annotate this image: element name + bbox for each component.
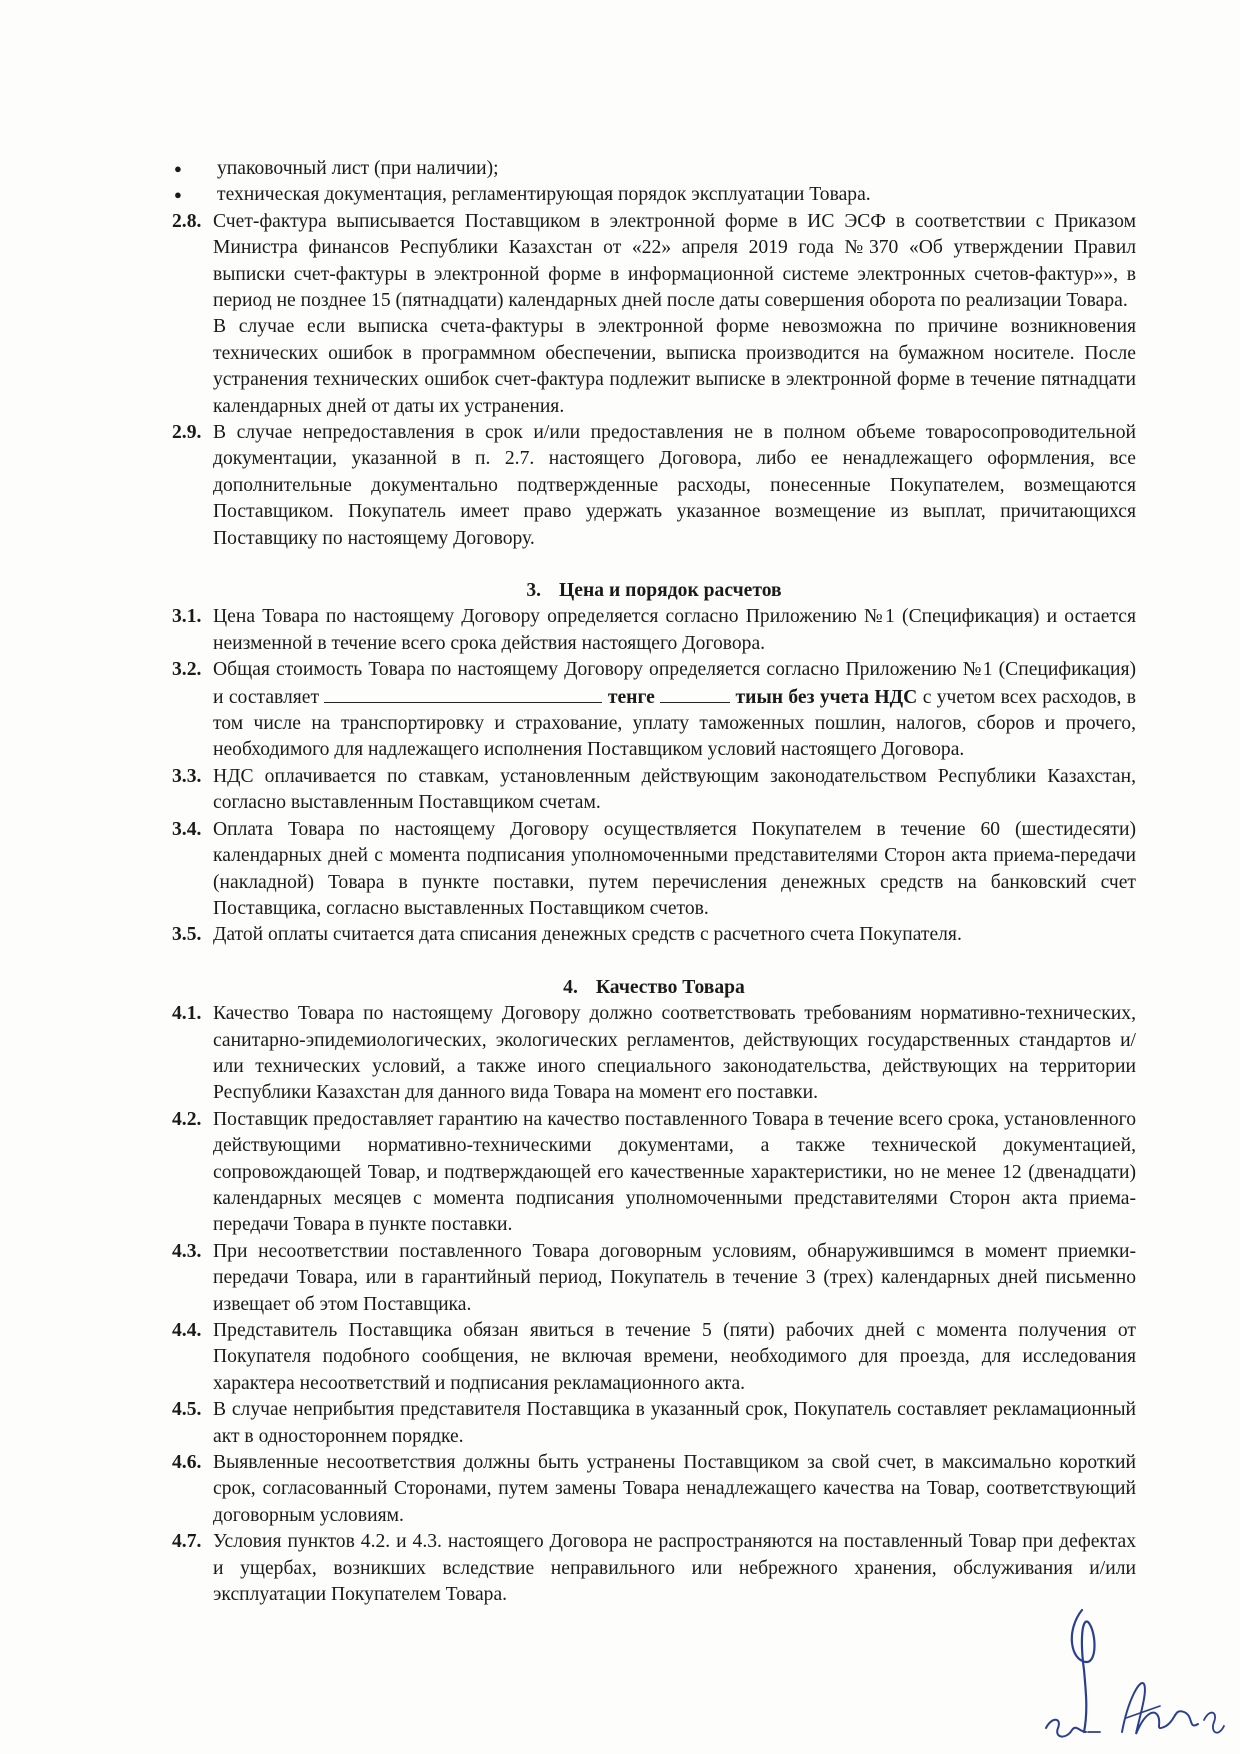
clause-text: с учетом всех расходов, в том числе на транспортировку и страхование, уплату таможенных пошлин, налогов, сборов и прочего, необходимого для надлежащего исполнения Поставщиком условий настоящего Договора. (213, 686, 1137, 761)
bullet-dot: ● (174, 187, 182, 203)
clause-4-2 (172, 1107, 1136, 1239)
bullet-text: упаковочный лист (при наличии); (217, 158, 499, 179)
section-number: 3. (526, 580, 542, 602)
clause-paragraph: В случае если выписка счета-фактуры в электронной форме невозможна по причине возникновения технических ошибок в программном обеспечении, выписка производится на бумажном носителе. После устранения технических ошибок счет-фактура подлежит выписке в электронной форме в течение пятнадцати календарных дней от даты их устранения. (213, 316, 1136, 417)
clause-number: 4.2. (172, 1108, 202, 1130)
clause-4-5 (172, 1397, 1136, 1450)
currency-tenge: тенге (607, 686, 655, 708)
clause-paragraph: В случае неприбытия представителя Поставщика в указанный срок, Покупатель составляет рекламационный акт в одностороннем порядке. (213, 1399, 1136, 1447)
clause-number: 3.2. (172, 659, 202, 681)
clause-4-4 (172, 1318, 1136, 1397)
clause-number: 4.1. (172, 1003, 202, 1025)
clause-number: 3.1. (172, 606, 202, 628)
bullet-text: техническая документация, регламентирующая порядок эксплуатации Товара. (217, 184, 871, 206)
signature-right (1114, 1660, 1234, 1750)
clause-4-6 (172, 1450, 1136, 1529)
clause-2-8 (172, 209, 1136, 420)
clause-paragraph: В случае непредоставления в срок и/или предоставления не в полном объеме товаросопроводительной документации, указанной в п. 2.7. настоящего Договора, либо ее ненадлежащего оформления, все дополнительные документально подтвержденные расходы, понесенные Покупателем, возмещаются Поставщиком. Покупатель имеет право удержать указанное возмещение из выплат, причитающихся Поставщику по настоящему Договору. (213, 422, 1136, 549)
clause-4-1 (172, 1001, 1136, 1107)
clause-number: 2.8. (172, 210, 202, 232)
clause-paragraph: При несоответствии поставленного Товара договорным условиям, обнаружившимся в момент приемки-передачи Товара, или в гарантийный период, Покупатель в течение 3 (трех) календарных дней письменно извещает об этом Поставщика. (213, 1240, 1136, 1315)
document-body (172, 156, 1136, 1608)
clause-number: 4.5. (172, 1399, 202, 1421)
clause-paragraph: Цена Товара по настоящему Договору определяется согласно Приложению №1 (Спецификация) и остается неизменной в течение всего срока действия настоящего Договора. (213, 606, 1136, 654)
section-number: 4. (563, 976, 578, 998)
tiyn-label: тиын без учета НДС (735, 686, 918, 708)
clause-number: 4.4. (172, 1320, 202, 1341)
section-title: Цена и порядок расчетов (559, 580, 782, 602)
clause-paragraph: Поставщик предоставляет гарантию на качество поставленного Товара в течение всего срока, установленного действующими нормативно-техническими документами, а также технической документацией, сопровождающей Товар, и подтверждающей его качественные характеристики, но не менее 12 (двенадцати) календарных месяцев с момента подписания уполномоченными представителями Сторон акта приема-передачи Товара в пункте поставки. (213, 1108, 1136, 1236)
clause-number: 4.6. (172, 1452, 202, 1474)
clause-paragraph: Оплата Товара по настоящему Договору осуществляется Покупателем в течение 60 (шестидесяти) календарных дней с момента подписания уполномоченными представителями Сторон акта приема-передачи (накладной) Товара в пункте поставки, путем перечисления денежных средств на банковский счет Поставщика, согласно выставленных Поставщиком счетов. (213, 818, 1136, 919)
clause-4-7 (172, 1529, 1136, 1608)
clause-3-4 (172, 817, 1136, 923)
clause-3-2 (172, 657, 1136, 764)
section-heading-4 (172, 975, 1136, 1001)
clause-paragraph: Условия пунктов 4.2. и 4.3. настоящего Договора не распространяются на поставленный Товар при дефектах и ущербах, возникших вследствие неправильного или небрежного хранения, обслуживания и/или эксплуатации Покупателем Товара. (213, 1531, 1136, 1606)
clause-3-5 (172, 922, 1136, 948)
clause-number: 4.3. (172, 1240, 202, 1262)
clause-3-3 (172, 764, 1136, 817)
clause-paragraph: Датой оплаты считается дата списания денежных средств с расчетного счета Покупателя. (213, 924, 962, 946)
clause-paragraph: НДС оплачивается по ставкам, установленным действующим законодательством Республики Казахстан, согласно выставленным Поставщиком счетам. (213, 765, 1136, 814)
clause-number: 3.3. (172, 765, 202, 787)
section-title: Качество Товара (595, 976, 745, 998)
bullet-item (172, 182, 1136, 208)
clause-number: 3.5. (172, 924, 202, 946)
clause-paragraph (213, 657, 1136, 764)
clause-4-3 (172, 1239, 1136, 1318)
clause-number: 4.7. (172, 1531, 202, 1553)
bullet-dot: ● (174, 161, 182, 176)
bullet-item (172, 156, 1136, 182)
clause-paragraph: Представитель Поставщика обязан явиться в течение 5 (пяти) рабочих дней с момента получения от Покупателя подобного сообщения, не включая времени, необходимого для проезда, для исследования характера несоответствий и подписания рекламационного акта. (213, 1320, 1136, 1394)
clause-paragraph: Качество Товара по настоящему Договору должно соответствовать требованиям нормативно-технических, санитарно-эпидемиологических, экологических регламентов, действующих государственных стандартов и/или технических условий, а также иного специального законодательства, действующих на территории Республики Казахстан для данного вида Товара на момент его поставки. (213, 1003, 1136, 1104)
tiyn-blank-field (660, 684, 730, 703)
amount-blank-field (324, 684, 602, 703)
clause-2-9 (172, 420, 1136, 552)
clause-text: Общая стоимость Товара по настоящему Договору определяется согласно Приложению №1 (Спецификация) и составляет (213, 659, 1136, 708)
clause-number: 2.9. (172, 422, 202, 444)
clause-3-1 (172, 604, 1136, 657)
clause-number: 3.4. (172, 818, 202, 840)
section-heading-3 (172, 578, 1136, 604)
clause-paragraph: Выявленные несоответствия должны быть устранены Поставщиком за свой счет, в максимально короткий срок, согласованный Сторонами, путем замены Товара ненадлежащего качества на Товар, соответствующий договорным условиям. (213, 1452, 1136, 1526)
clause-paragraph: Счет-фактура выписывается Поставщиком в электронной форме в ИС ЭСФ в соответствии с Приказом Министра финансов Республики Казахстан от «22» апреля 2019 года №370 «Об утверждении Правил выписки счет-фактуры в электронной форме в информационной системе электронных счетов-фактур»», в период не позднее 15 (пятнадцати) календарных дней после даты совершения оборота по реализации Товара. (213, 210, 1136, 311)
